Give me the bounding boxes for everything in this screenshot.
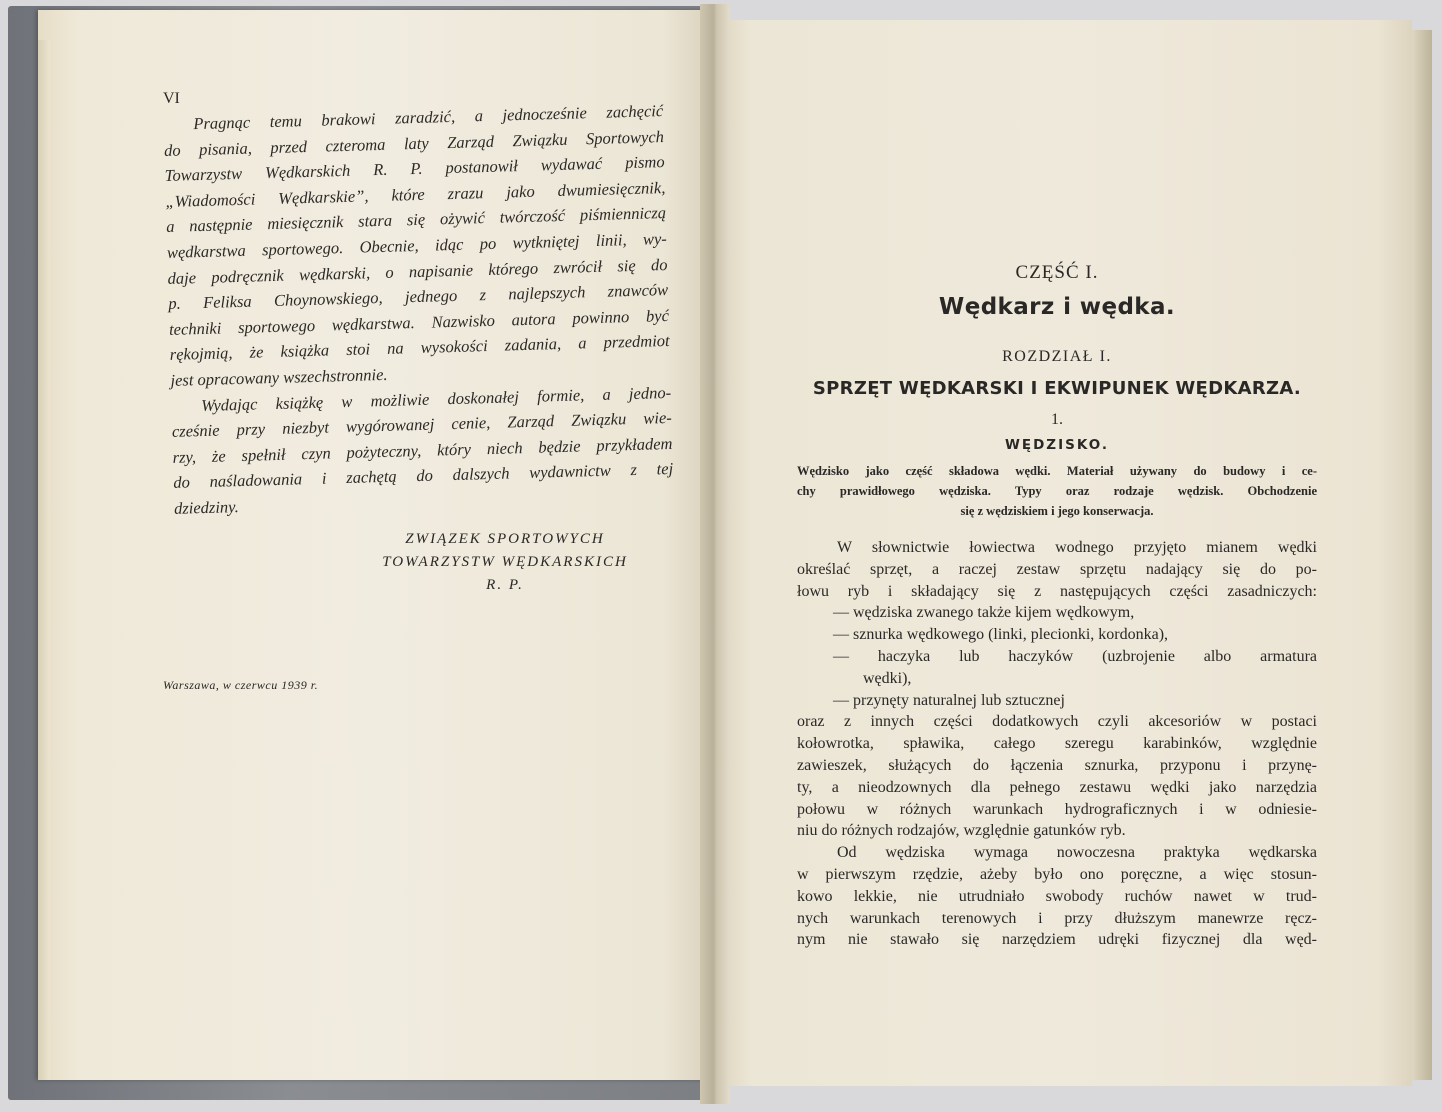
body-line: — przynęty naturalnej lub sztucznej	[833, 691, 1065, 709]
body-line: — sznurka wędkowego (linki, plecionki, kordonka),	[833, 626, 1169, 644]
body-text	[797, 537, 1317, 951]
summary-line: chy prawidłowego wędziska. Typy oraz rodzaje wędzisk. Obchodzenie	[797, 484, 1317, 498]
summary-line: Wędzisko jako część składowa wędki. Materiał używany do budowy i ce-	[797, 464, 1317, 478]
text-line: Pragnąc temu brakowi zaradzić, a jednocześnie zachęcić	[193, 101, 664, 134]
text-line: rękojmią, że książka stoi na wysokości zadania, a przedmiot	[169, 331, 670, 365]
part-label: CZĘŚĆ I.	[1015, 262, 1099, 283]
body-line: ty, a nieodzownych dla pełnego zestawu wędki jako narzędzia	[797, 778, 1317, 796]
text-line: cześnie przy niezbyt wygórowanej cenie, Zarząd Związku wie-	[171, 408, 672, 441]
body-line: niu do różnych rodzajów, względnie gatunków ryb.	[797, 822, 1126, 840]
text-line: do pisania, przed czteroma laty Zarząd Związku Sportowych	[163, 126, 665, 160]
body-line: określać sprzęt, a raczej zestaw sprzętu nadający się do po-	[797, 560, 1317, 578]
text-line: techniki sportowego wędkarstwa. Nazwisko autora powinno być	[168, 305, 670, 339]
text-line: wędkarstwa sportowego. Obecnie, idąc po wytkniętej linii, wy-	[166, 228, 667, 262]
body-line: w pierwszym rzędzie, ażeby było ono poręczne, a więc stosun-	[797, 865, 1317, 883]
text-line: „Wiadomości Wędkarskie”, które zrazu jako dwumiesięcznik,	[165, 177, 666, 211]
body-line: nym nie stawało się narzędziem udręki fizycznej dla węd-	[797, 931, 1317, 949]
chapter-title: SPRZĘT WĘDKARSKI I EKWIPUNEK WĘDKARZA.	[812, 378, 1302, 399]
paragraph-2	[171, 379, 674, 521]
section-summary	[797, 461, 1317, 521]
paragraph-1	[163, 98, 671, 393]
body-line: — haczyka lub haczyków (uzbrojenie albo armatura	[833, 647, 1317, 665]
chapter-label: ROZDZIAŁ I.	[1002, 348, 1112, 365]
section-title: WĘDZISKO.	[1004, 437, 1110, 453]
right-page-edge	[1410, 30, 1432, 1080]
body-line: kołowrotka, spławika, całego szeregu karabinków, względnie	[797, 735, 1317, 753]
body-line: połowu w różnych warunkach hydrograficznych i w odniesie-	[797, 800, 1317, 818]
summary-line: się z wędziskiem i jego konserwacja.	[960, 504, 1154, 518]
signature-line: TOWARZYSTW WĘDKARSKICH	[382, 554, 628, 570]
text-line: do naśladowania i zachętą do dalszych wydawnictw z tej	[173, 459, 674, 493]
body-line: wędki),	[863, 669, 912, 687]
body-line: nych warunkach terenowych i przy dłuższym manewrze ręcz-	[797, 909, 1317, 927]
page-number: VI	[163, 90, 180, 107]
left-page-edge	[38, 40, 50, 1080]
text-line: a następnie miesięcznik stara się ożywić twórczość piśmienniczą	[165, 203, 667, 237]
text-line: jest opracowany wszechstronnie.	[170, 364, 388, 390]
text-line: rzy, że spełnił czyn pożyteczny, który niech będzie przykładem	[172, 433, 673, 467]
text-line: Towarzystw Wędkarskich R. P. postanowił wydawać pismo	[164, 152, 665, 186]
part-title: Wędkarz i wędka.	[938, 294, 1176, 320]
body-line: łowu ryb i składający się z następujących części zasadniczych:	[797, 582, 1317, 600]
section-number: 1.	[1051, 411, 1063, 428]
body-line: Od wędziska wymaga nowoczesna praktyka wędkarska	[837, 844, 1317, 862]
text-line: dziedziny.	[173, 496, 239, 518]
body-line: — wędziska zwanego także kijem wędkowym,	[833, 604, 1135, 622]
signature	[380, 528, 630, 597]
signature-line: ZWIĄZEK SPORTOWYCH	[405, 531, 605, 547]
body-line: zawieszek, służących do łączenia sznurka, przyponu i przynę-	[797, 756, 1317, 774]
body-line: oraz z innych części dodatkowych czyli akcesoriów w postaci	[797, 713, 1317, 731]
book-gutter	[700, 4, 730, 1104]
place-date: Warszawa, w czerwcu 1939 r.	[163, 678, 319, 692]
body-line: W słownictwie łowiectwa wodnego przyjęto mianem wędki	[837, 539, 1317, 556]
signature-line: R. P.	[486, 577, 524, 593]
body-line: kowo lekkie, nie utrudniało swobody ruchów nawet w trud-	[797, 887, 1317, 905]
text-line: Wydając książkę w możliwie doskonałej formie, a jedno-	[200, 382, 672, 415]
text-line: p. Feliksa Choynowskiego, jednego z najlepszych znawców	[168, 280, 669, 314]
preface-text	[163, 98, 674, 521]
chapter-start	[797, 262, 1317, 951]
text-line: daje podręcznik wędkarski, o napisanie którego zwrócił się do	[167, 254, 668, 288]
